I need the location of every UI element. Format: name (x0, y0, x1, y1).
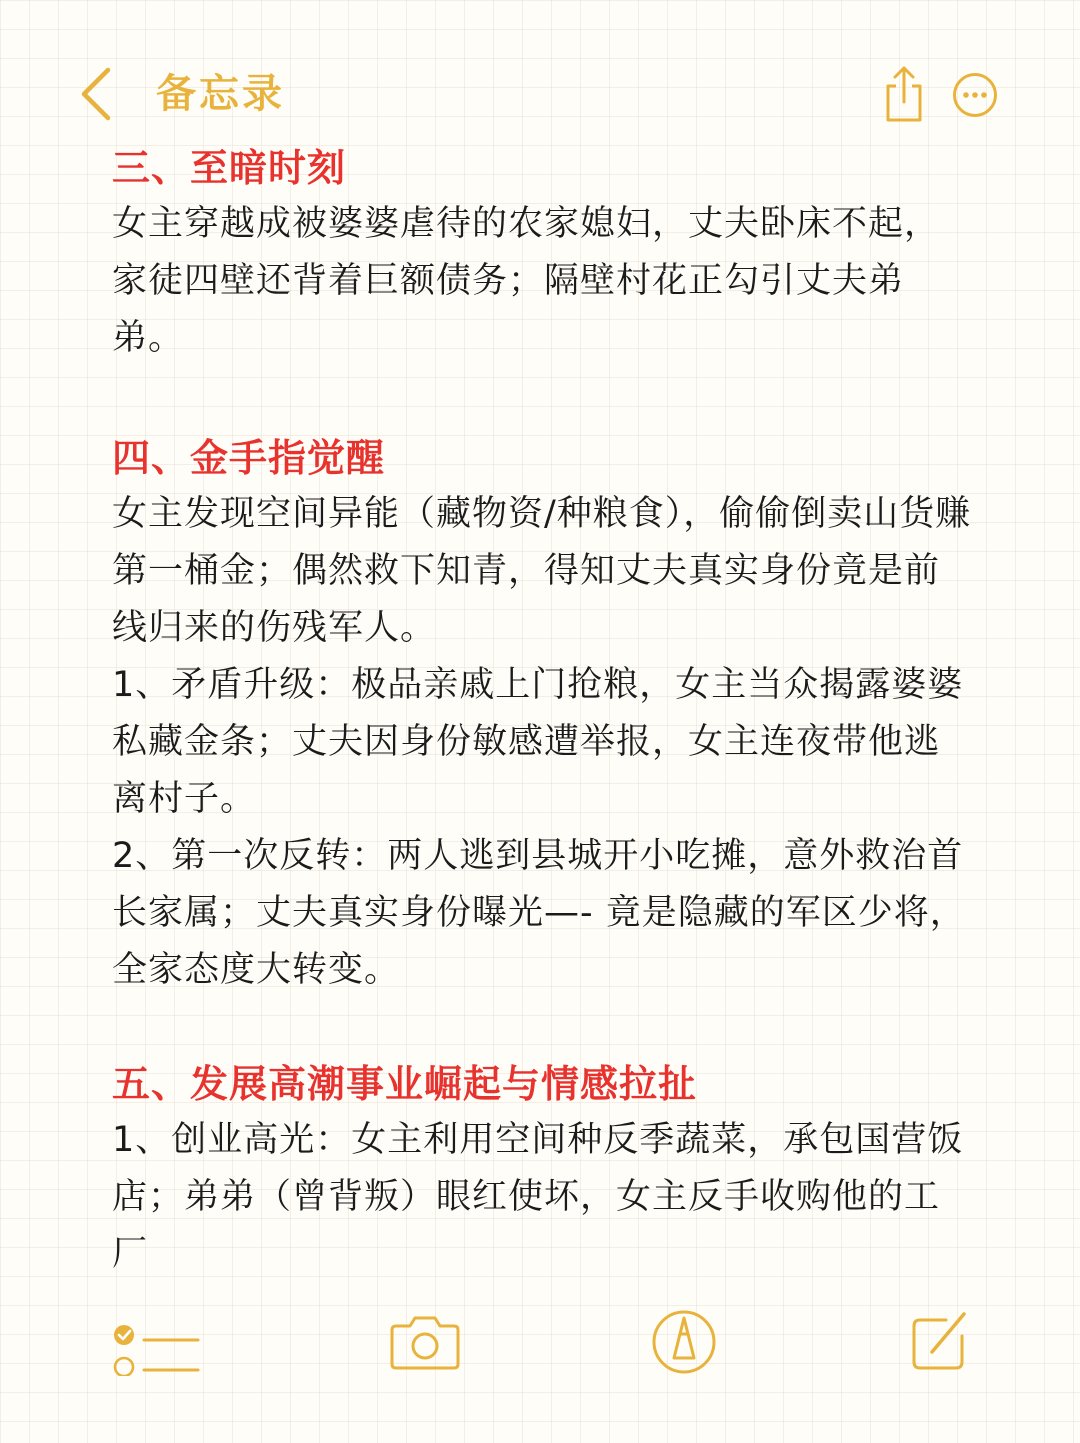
navigation-bar (0, 0, 1080, 140)
camera-button[interactable] (386, 1312, 464, 1374)
section-heading: 三、至暗时刻 (112, 146, 347, 190)
share-icon (882, 64, 926, 124)
paragraph: 2、第一次反转：两人逃到县城开小吃摊，意外救治首长家属；丈夫真实身份曝光—- 竟是隐藏的军区少将，全家态度大转变。 (112, 836, 966, 990)
paragraph: 女主穿越成被婆婆虐待的农家媳妇，丈夫卧床不起，家徒四壁还背着巨额债务；隔壁村花正勾引丈夫弟弟。 (112, 204, 941, 358)
back-button[interactable] (72, 62, 132, 126)
share-button[interactable] (882, 64, 926, 124)
markup-button[interactable] (650, 1308, 718, 1376)
camera-icon (386, 1312, 464, 1374)
chevron-left-icon (72, 62, 132, 126)
note-section (112, 140, 972, 367)
more-button[interactable] (952, 72, 998, 118)
paragraph: 女主发现空间异能（藏物资/种粮食），偷偷倒卖山货赚第一桶金；偶然救下知青，得知丈夫真实身份竟是前线归来的伤残军人。 (112, 494, 972, 648)
bottom-toolbar (0, 1300, 1080, 1390)
note-section (112, 1056, 972, 1283)
checklist-button[interactable] (110, 1310, 202, 1376)
paragraph: 1、矛盾升级：极品亲戚上门抢粮，女主当众揭露婆婆私藏金条；丈夫因身份敏感遭举报，女主连夜带他逃离村子。 (112, 665, 964, 819)
markup-pen-icon (650, 1308, 718, 1376)
more-icon (952, 72, 998, 118)
compose-icon (906, 1306, 972, 1374)
checklist-icon (110, 1310, 202, 1376)
paragraph: 1、创业高光：女主利用空间种反季蔬菜，承包国营饭店；弟弟（曾背叛）眼红使坏，女主反手收购他的工厂 (112, 1120, 964, 1274)
back-button-label[interactable]: 备忘录 (156, 71, 285, 117)
section-heading: 五、发展高潮事业崛起与情感拉扯 (112, 1062, 698, 1106)
section-heading: 四、金手指觉醒 (112, 436, 386, 480)
note-section (112, 430, 972, 999)
compose-button[interactable] (906, 1306, 972, 1374)
